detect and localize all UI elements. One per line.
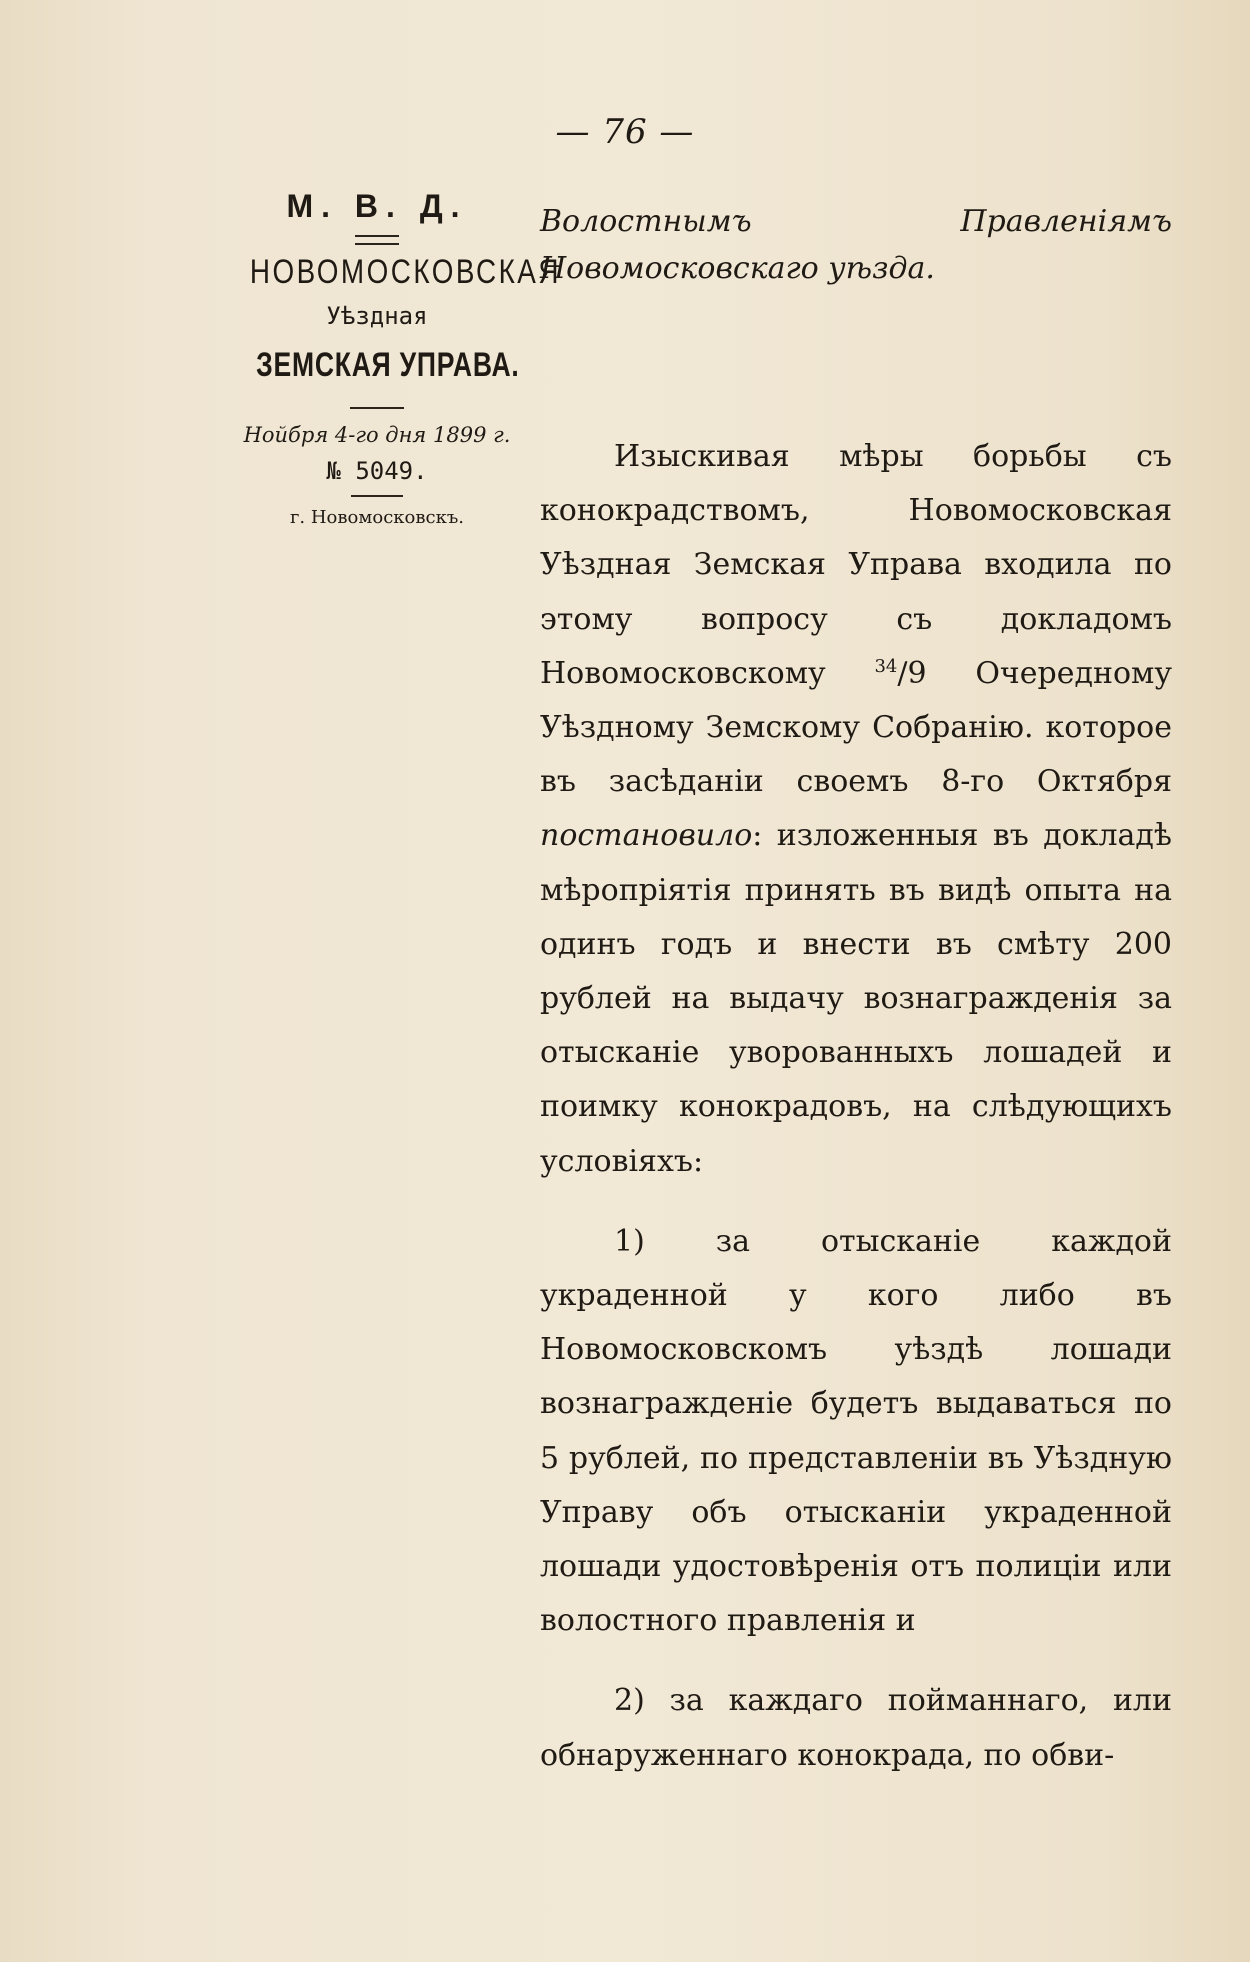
paragraph-condition-1: 1) за отысканіе каждой украденной у кого либо въ Новомосковскомъ уѣздѣ лошади вознагражденіе будетъ выдаваться по 5 рублей, по представленіи въ Уѣздную Управу объ отысканіи украденной лошади удостовѣренія отъ полиціи или волостного правленія и bbox=[540, 1223, 1172, 1639]
county-name: НОВОМОСКОВСКАЯ bbox=[249, 253, 561, 291]
rule-divider-small bbox=[351, 495, 403, 497]
intro-text-start: Изыскивая мѣры борьбы съ конокрадствомъ, Новомосковская Уѣздная Земская Управа входила по этому вопросу съ докладомъ Новомосковскому bbox=[540, 439, 1172, 691]
document-date: Нойбря 4-го дня 1899 г. bbox=[243, 423, 511, 447]
intro-text-middle: Очередному Уѣздному Земскому Собранію. которое въ засѣданіи своемъ 8-го Октября bbox=[540, 655, 1172, 800]
addressee: Волостнымъ Правленіямъ Новомосковскаго уѣзда. bbox=[540, 204, 1172, 286]
uezdnaya-label: Уѣздная bbox=[326, 302, 428, 330]
paragraph-condition-2: 2) за каждаго пойманнаго, или обнаруженнаго конокрада, по обви- bbox=[540, 1683, 1172, 1773]
page-number: — 76 — bbox=[555, 112, 695, 152]
rule-divider bbox=[350, 407, 404, 409]
session-number-sup: 34 bbox=[874, 655, 898, 677]
document-city: г. Новомосковскъ. bbox=[289, 507, 465, 528]
document-number: № 5049. bbox=[326, 457, 428, 485]
intro-emphasis: постановило bbox=[540, 818, 753, 854]
intro-text-end: : изложенныя въ докладѣ мѣропріятія принять въ видѣ опыта на одинъ годъ и внести въ смѣту 200 рублей на выдачу вознагражденія за отысканіе уворованныхъ лошадей и поимку конокрадовъ, на слѣдующихъ условіяхъ: bbox=[540, 818, 1172, 1179]
paragraph-intro bbox=[540, 430, 1172, 1189]
double-rule-divider bbox=[355, 235, 399, 245]
session-number-sub: /9 bbox=[897, 655, 927, 691]
letter-body bbox=[540, 430, 1172, 1783]
letterhead bbox=[222, 188, 561, 528]
ministry-abbrev: М. В. Д. bbox=[286, 188, 468, 224]
zemskaya-uprava-label: ЗЕМСКАЯ УПРАВА. bbox=[256, 346, 520, 384]
